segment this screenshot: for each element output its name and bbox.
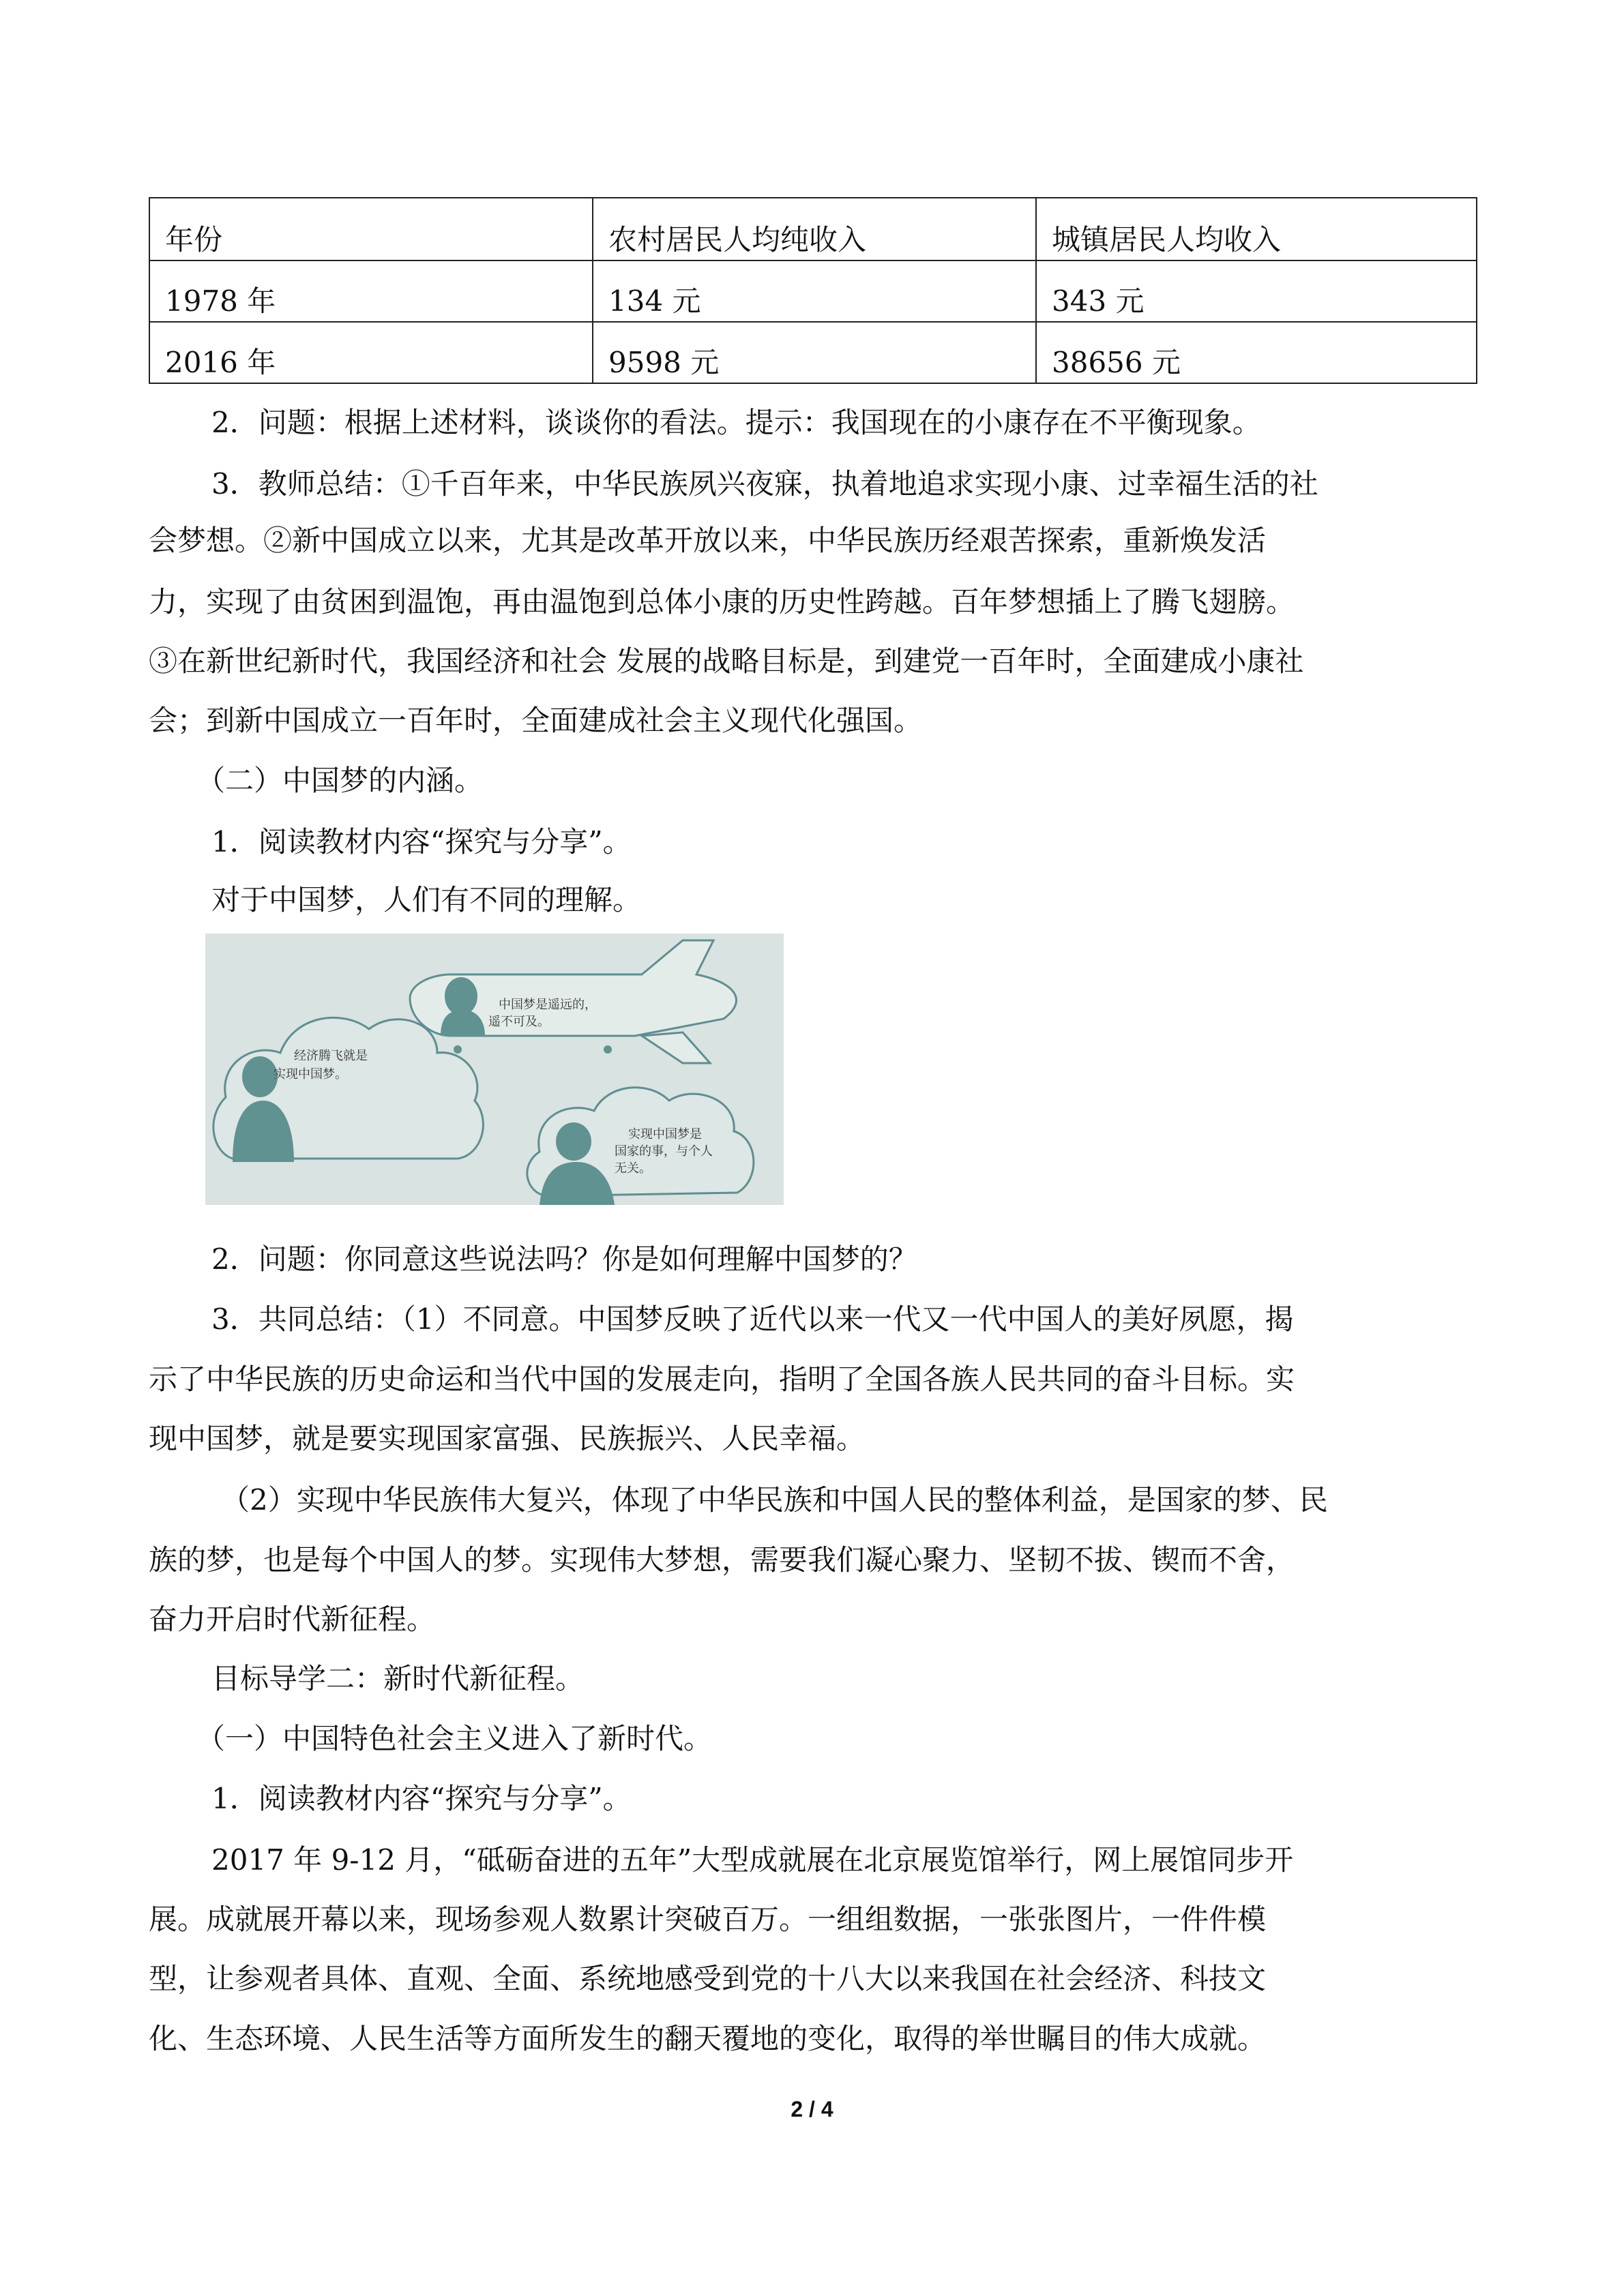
illustration-svg xyxy=(205,934,784,1205)
paragraph-line: 2．问题：你同意这些说法吗？你是如何理解中国梦的？ xyxy=(211,1242,917,1276)
table-cell: 134 元 xyxy=(593,260,1036,322)
paragraph-line: 奋力开启时代新征程。 xyxy=(149,1602,436,1636)
paragraph-line: 现中国梦，就是要实现国家富强、民族振兴、人民幸福。 xyxy=(149,1422,866,1455)
bubble-text: 实现中国梦。 xyxy=(274,1067,347,1082)
section-heading: 目标导学二：新时代新征程。 xyxy=(211,1662,585,1695)
bubble-text: 实现中国梦是 xyxy=(628,1127,702,1142)
paragraph-line: 1．阅读教材内容“探究与分享”。 xyxy=(211,1782,632,1815)
section-heading: （二）中国梦的内涵。 xyxy=(196,764,484,797)
table-row xyxy=(149,260,1477,322)
table-header-row xyxy=(149,198,1477,260)
table-cell: 343 元 xyxy=(1036,260,1477,322)
paragraph-line: 2．问题：根据上述材料，谈谈你的看法。提示：我国现在的小康存在不平衡现象。 xyxy=(211,406,1261,439)
table-cell: 2016 年 xyxy=(149,322,593,383)
paragraph-line: ③在新世纪新时代，我国经济和社会 发展的战略目标是，到建党一百年时，全面建成小康社 xyxy=(149,644,1304,678)
paragraph-line: 型，让参观者具体、直观、全面、系统地感受到党的十八大以来我国在社会经济、科技文 xyxy=(149,1962,1267,1995)
bubble-text: 无关。 xyxy=(615,1161,651,1176)
table-header-cell: 城镇居民人均收入 xyxy=(1036,198,1477,260)
paragraph-line: （2）实现中华民族伟大复兴，体现了中华民族和中国人民的整体利益，是国家的梦、民 xyxy=(221,1483,1328,1517)
table-row xyxy=(149,322,1477,383)
income-table xyxy=(149,197,1477,384)
paragraph-line: 展。成就展开幕以来，现场参观人数累计突破百万。一组组数据，一张张图片，一件件模 xyxy=(149,1903,1267,1936)
paragraph-line: 会梦想。②新中国成立以来，尤其是改革开放以来，中华民族历经艰苦探索，重新焕发活 xyxy=(149,524,1267,557)
paragraph-line: 对于中国梦，人们有不同的理解。 xyxy=(211,883,642,916)
paragraph-line: 2017 年 9-12 月，“砥砺奋进的五年”大型成就展在北京展览馆举行，网上展馆同步开 xyxy=(211,1843,1294,1877)
paragraph-line: 力，实现了由贫困到温饱，再由温饱到总体小康的历史性跨越。百年梦想插上了腾飞翅膀。 xyxy=(149,585,1295,618)
bubble-text: 遥不可及。 xyxy=(488,1015,550,1029)
table-header-cell: 年份 xyxy=(149,198,593,260)
bubble-text: 国家的事，与个人 xyxy=(615,1144,713,1159)
paragraph-line: 3．教师总结：①千百年来，中华民族夙兴夜寐，执着地追求实现小康、过幸福生活的社 xyxy=(211,467,1318,501)
paragraph-line: 会；到新中国成立一百年时，全面建成社会主义现代化强国。 xyxy=(149,704,923,737)
bubble-text: 中国梦是遥远的， xyxy=(499,998,597,1012)
paragraph-line: 1．阅读教材内容“探究与分享”。 xyxy=(211,825,632,859)
table-cell: 9598 元 xyxy=(593,322,1036,383)
paragraph-line: 族的梦，也是每个中国人的梦。实现伟大梦想，需要我们凝心聚力、坚韧不拔、锲而不舍， xyxy=(149,1543,1295,1577)
table-cell: 1978 年 xyxy=(149,260,593,322)
china-dream-illustration xyxy=(205,934,784,1205)
bubble-text: 经济腾飞就是 xyxy=(294,1049,368,1063)
paragraph-line: 3．共同总结：（1）不同意。中国梦反映了近代以来一代又一代中国人的美好夙愿，揭 xyxy=(211,1302,1294,1336)
table-header-cell: 农村居民人均纯收入 xyxy=(593,198,1036,260)
page-number: 2 / 4 xyxy=(791,2097,833,2121)
paragraph-line: 化、生态环境、人民生活等方面所发生的翻天覆地的变化，取得的举世瞩目的伟大成就。 xyxy=(149,2022,1267,2055)
section-heading: （一）中国特色社会主义进入了新时代。 xyxy=(196,1722,713,1755)
paragraph-line: 示了中华民族的历史命运和当代中国的发展走向，指明了全国各族人民共同的奋斗目标。实 xyxy=(149,1362,1295,1396)
table-cell: 38656 元 xyxy=(1036,322,1477,383)
